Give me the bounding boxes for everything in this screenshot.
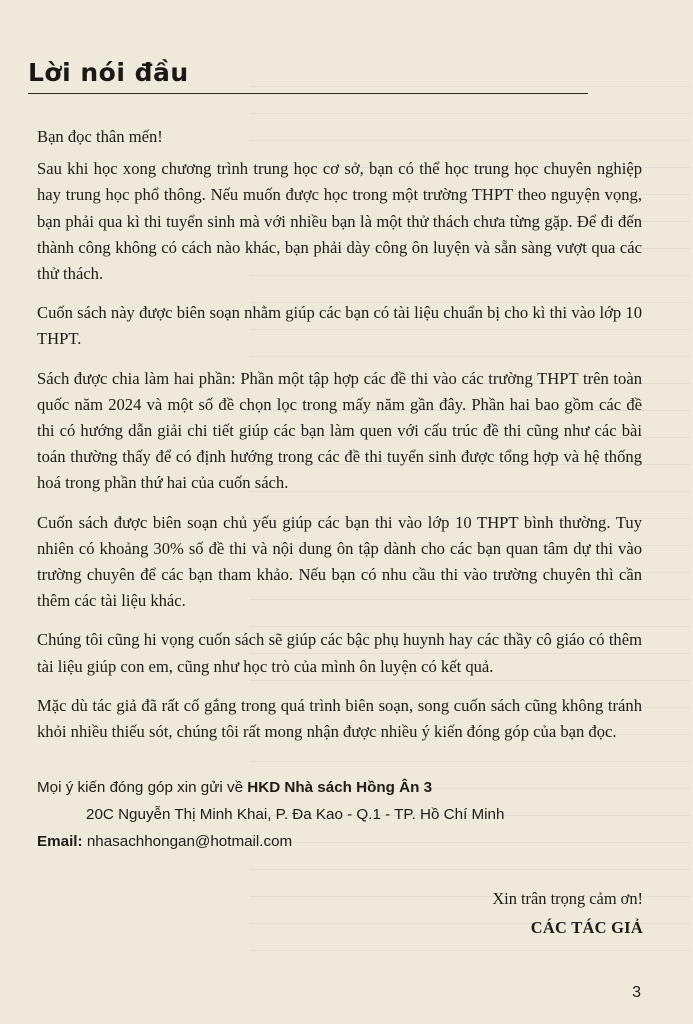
paragraph-3: Sách được chia làm hai phần: Phần một tập hợp các đề thi vào các trường THPT trên toàn quốc năm 2024 và một số đề chọn lọc trong mấy năm gần đây. Phần hai bao gồm các đề thi có hướng dẫn giải chi tiết giúp các bạn làm quen với cấu trúc đề thi cũng như các bài toán thường thấy để có định hướng trong các đề thi tuyển sinh được tổng hợp và hệ thống hoá trong phần thứ hai của cuốn sách. bbox=[37, 368, 642, 493]
contact-intro-line bbox=[37, 774, 657, 801]
contact-block bbox=[37, 774, 657, 855]
paragraph-1: Sau khi học xong chương trình trung học cơ sở, bạn có thể học trung học chuyên nghiệp hay trung học phổ thông. Nếu muốn được học trong một trường THPT theo nguyện vọng, bạn phải qua kì thi tuyển sinh mà với nhiều bạn là một thử thách chưa từng gặp. Để đi đến thành công không có cách nào khác, bạn phải dày công ôn luyện và sẵn sàng vượt qua các thử thách. bbox=[37, 159, 642, 284]
publisher-name: HKD Nhà sách Hồng Ân 3 bbox=[247, 779, 433, 796]
publisher-address: 20C Nguyễn Thị Minh Khai, P. Đa Kao - Q.1 - TP. Hồ Chí Minh bbox=[86, 806, 505, 823]
heading-block bbox=[28, 58, 588, 94]
closing-block bbox=[492, 884, 643, 942]
thanks-line: Xin trân trọng cảm ơn! bbox=[492, 889, 643, 908]
greeting: Bạn đọc thân mến! bbox=[37, 127, 163, 146]
paragraph-2: Cuốn sách này được biên soạn nhằm giúp các bạn có tài liệu chuẩn bị cho kì thi vào lớp 10 THPT. bbox=[37, 303, 642, 349]
email-line bbox=[37, 828, 657, 855]
authors-signature: CÁC TÁC GIẢ bbox=[530, 918, 643, 937]
email-address: nhasachhongan@hotmail.com bbox=[86, 833, 293, 850]
preface-body bbox=[37, 124, 642, 758]
paragraph-4: Cuốn sách được biên soạn chủ yếu giúp các bạn thi vào lớp 10 THPT bình thường. Tuy nhiên có khoảng 30% số đề thi và nội dung ôn tập dành cho các bạn quan tâm dự thi vào trường chuyên để các bạn tham khảo. Nếu bạn có nhu cầu thi vào trường chuyên thì cần thêm các tài liệu khác. bbox=[37, 512, 642, 611]
contact-intro: Mọi ý kiến đóng góp xin gửi về bbox=[37, 779, 248, 796]
paragraph-6: Mặc dù tác giả đã rất cố gắng trong quá trình biên soạn, song cuốn sách cũng không tránh khỏi nhiều thiếu sót, chúng tôi rất mong nhận được nhiều ý kiến đóng góp của bạn đọc. bbox=[37, 695, 642, 742]
paragraph-5: Chúng tôi cũng hi vọng cuốn sách sẽ giúp các bậc phụ huynh hay các thầy cô giáo có thêm tài liệu giúp con em, cũng như học trò của mình ôn luyện có kết quả. bbox=[37, 630, 642, 676]
page-number: 3 bbox=[632, 984, 641, 1001]
page-title: Lời nói đầu bbox=[28, 58, 189, 87]
email-label: Email: bbox=[37, 833, 83, 850]
